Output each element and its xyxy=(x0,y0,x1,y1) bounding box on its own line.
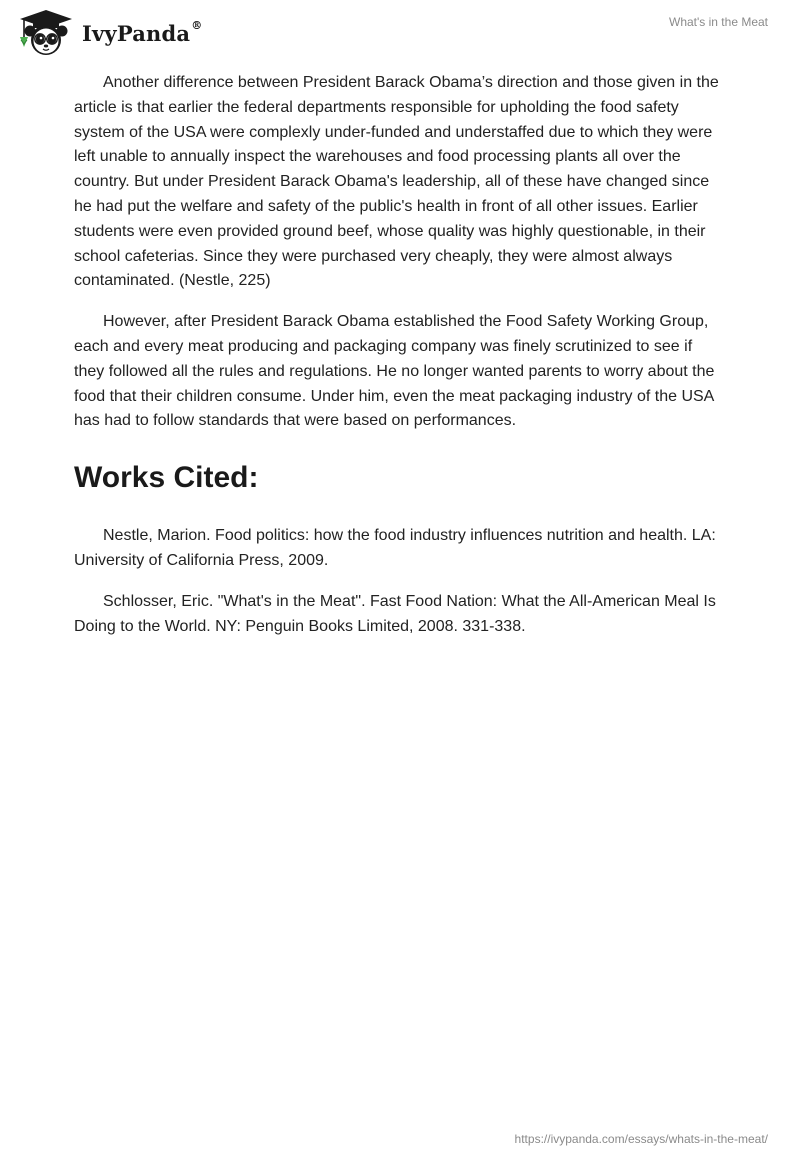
panda-graduate-icon xyxy=(16,9,76,57)
document-title: What's in the Meat xyxy=(669,15,768,29)
body-paragraph: However, after President Barack Obama established the Food Safety Working Group, each and every meat producing and packaging company was finely scrutinized to see if they followed all the rules and regulations. He no longer wanted parents to worry about the food that their children consume. Under him, even the meat packaging industry of the USA has had to follow standards that were based on performances. xyxy=(74,313,715,430)
works-cited-heading: Works Cited: xyxy=(74,461,259,495)
source-url[interactable]: https://ivypanda.com/essays/whats-in-the-meat/ xyxy=(514,1132,768,1146)
brand-logo[interactable] xyxy=(16,9,202,57)
brand-name xyxy=(82,18,203,46)
citation-entry: Nestle, Marion. Food politics: how the food industry influences nutrition and health. LA: University of California Press, 2009. xyxy=(74,527,716,569)
citation-entry: Schlosser, Eric. "What's in the Meat". Fast Food Nation: What the All-American Meal Is Doing to the World. NY: Penguin Books Limited, 2008. 331-338. xyxy=(74,592,716,635)
essay-content xyxy=(74,71,726,655)
brand-name-text: IvyPanda xyxy=(82,20,191,46)
page-header xyxy=(0,0,800,60)
body-paragraph: Another difference between President Barack Obama’s direction and those given in the article is that earlier the federal departments responsible for upholding the food safety system of the USA were complexly under-funded and understaffed due to which they were left unable to annually inspect the warehouses and food processing plants all over the country. But under President Barack Obama's leadership, all of these have changed since he had put the welfare and safety of the public's health in front of all other issues. Earlier students were even provided ground beef, whose quality was highly questionable, in their school cafeterias. Since they were purchased very cheaply, they were almost always contaminated. (Nestle, 225) xyxy=(74,74,719,290)
registered-mark: ® xyxy=(191,18,203,32)
